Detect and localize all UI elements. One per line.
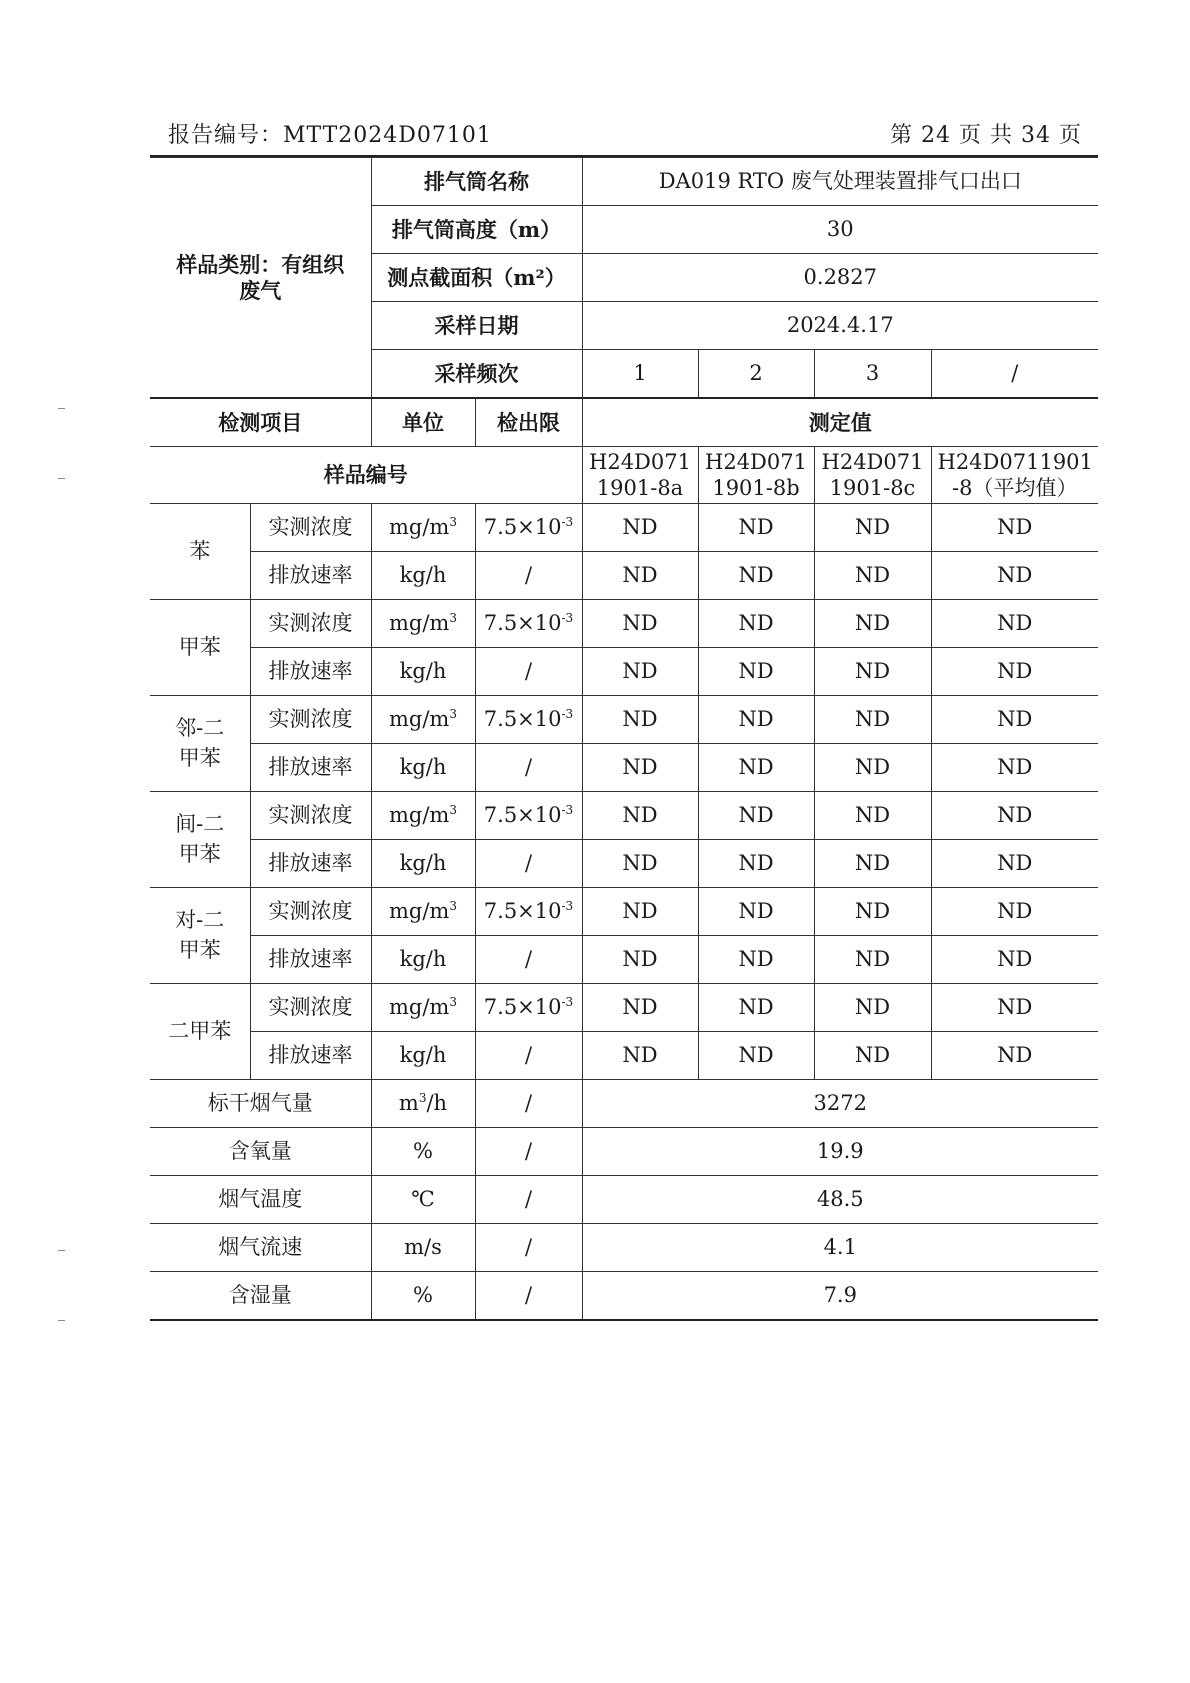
value-cell: ND (582, 792, 698, 840)
limit-text: 7.5×10 (483, 994, 562, 1019)
info-label: 测点截面积（m²） (371, 254, 582, 302)
value-cell: ND (931, 744, 1098, 792)
value-cell: ND (814, 744, 931, 792)
scan-mark (58, 408, 65, 409)
info-value: DA019 RTO 废气处理装置排气口出口 (582, 158, 1098, 206)
limit-cell: / (475, 648, 582, 696)
pollutant-name: 间-二甲苯 (150, 792, 250, 888)
header-unit: 单位 (371, 398, 475, 447)
superscript: 3 (449, 706, 457, 721)
metric-label: 排放速率 (250, 648, 371, 696)
value-cell: ND (698, 840, 814, 888)
value-cell: ND (698, 888, 814, 936)
value-cell: ND (698, 600, 814, 648)
value-cell: ND (814, 696, 931, 744)
limit-text: 7.5×10 (483, 514, 562, 539)
value-cell: ND (931, 984, 1098, 1032)
value-cell: ND (814, 600, 931, 648)
unit-cell: kg/h (371, 840, 475, 888)
unit-cell (371, 984, 475, 1032)
value-cell: ND (698, 648, 814, 696)
unit-cell (371, 504, 475, 552)
limit-cell (475, 888, 582, 936)
unit-cell: kg/h (371, 744, 475, 792)
value-cell: ND (698, 984, 814, 1032)
param-value: 19.9 (582, 1128, 1098, 1176)
sample-category: 样品类别：有组织废气 (150, 158, 371, 399)
unit-text: mg/m (389, 898, 450, 923)
superscript: 3 (449, 802, 457, 817)
unit-text: m/s (404, 1234, 442, 1259)
pollutant-name: 苯 (150, 504, 250, 600)
limit-cell: / (475, 840, 582, 888)
limit-cell (475, 792, 582, 840)
unit-cell (371, 696, 475, 744)
freq-cell: / (931, 350, 1098, 399)
superscript: 3 (449, 610, 457, 625)
unit-tail: /h (426, 1090, 448, 1115)
limit-cell: / (475, 744, 582, 792)
value-cell: ND (698, 504, 814, 552)
metric-label: 排放速率 (250, 936, 371, 984)
sample-no: H24D071 1901-8c (814, 447, 931, 504)
limit-text: 7.5×10 (483, 802, 562, 827)
header-item: 检测项目 (150, 398, 371, 447)
value-cell: ND (931, 936, 1098, 984)
superscript: 3 (449, 994, 457, 1009)
info-value: 30 (582, 206, 1098, 254)
value-cell: ND (582, 936, 698, 984)
value-cell: ND (814, 888, 931, 936)
freq-label: 采样频次 (371, 350, 582, 399)
sample-no: H24D071 1901-8b (698, 447, 814, 504)
param-value: 48.5 (582, 1176, 1098, 1224)
limit-cell: / (475, 552, 582, 600)
scan-mark (58, 1250, 65, 1251)
unit-cell (371, 1224, 475, 1272)
value-cell: ND (931, 840, 1098, 888)
param-label: 标干烟气量 (150, 1080, 371, 1128)
metric-label: 实测浓度 (250, 984, 371, 1032)
metric-label: 排放速率 (250, 744, 371, 792)
value-cell: ND (582, 504, 698, 552)
info-value: 2024.4.17 (582, 302, 1098, 350)
scan-mark (58, 478, 65, 479)
param-value: 3272 (582, 1080, 1098, 1128)
value-cell: ND (931, 888, 1098, 936)
limit-cell: / (475, 936, 582, 984)
unit-text: % (413, 1138, 433, 1163)
limit-cell (475, 696, 582, 744)
value-cell: ND (814, 936, 931, 984)
pollutant-name: 二甲苯 (150, 984, 250, 1080)
superscript: -3 (561, 706, 574, 721)
limit-cell: / (475, 1224, 582, 1272)
param-value: 4.1 (582, 1224, 1098, 1272)
value-cell: ND (814, 504, 931, 552)
page-indicator: 第 24 页 共 34 页 (890, 123, 1082, 148)
monitoring-table (150, 157, 1098, 1321)
metric-label: 实测浓度 (250, 600, 371, 648)
value-cell: ND (814, 552, 931, 600)
value-cell: ND (698, 792, 814, 840)
unit-text: mg/m (389, 994, 450, 1019)
freq-cell: 2 (698, 350, 814, 399)
unit-cell (371, 1272, 475, 1321)
limit-text: 7.5×10 (483, 610, 562, 635)
pollutant-name: 邻-二甲苯 (150, 696, 250, 792)
unit-text: mg/m (389, 802, 450, 827)
header-measured: 测定值 (582, 398, 1098, 447)
param-label: 含氧量 (150, 1128, 371, 1176)
unit-text: % (413, 1282, 433, 1307)
value-cell: ND (698, 1032, 814, 1080)
limit-cell: / (475, 1080, 582, 1128)
value-cell: ND (931, 504, 1098, 552)
limit-cell: / (475, 1176, 582, 1224)
superscript: -3 (561, 994, 574, 1009)
unit-text: m (398, 1090, 419, 1115)
report-number: 报告编号：MTT2024D07101 (168, 123, 492, 148)
header-limit: 检出限 (475, 398, 582, 447)
value-cell: ND (582, 984, 698, 1032)
value-cell: ND (814, 984, 931, 1032)
metric-label: 排放速率 (250, 1032, 371, 1080)
param-label: 烟气流速 (150, 1224, 371, 1272)
value-cell: ND (931, 696, 1098, 744)
unit-cell (371, 600, 475, 648)
value-cell: ND (582, 552, 698, 600)
value-cell: ND (698, 936, 814, 984)
limit-cell (475, 984, 582, 1032)
unit-cell (371, 792, 475, 840)
pollutant-name: 甲苯 (150, 600, 250, 696)
value-cell: ND (931, 552, 1098, 600)
value-cell: ND (582, 600, 698, 648)
info-value: 0.2827 (582, 254, 1098, 302)
unit-text: ℃ (411, 1186, 435, 1211)
value-cell: ND (931, 600, 1098, 648)
unit-cell (371, 888, 475, 936)
limit-cell (475, 504, 582, 552)
value-cell: ND (814, 648, 931, 696)
limit-cell (475, 600, 582, 648)
value-cell: ND (931, 1032, 1098, 1080)
unit-text: mg/m (389, 514, 450, 539)
scan-mark (58, 1320, 65, 1321)
unit-cell: kg/h (371, 936, 475, 984)
value-cell: ND (582, 840, 698, 888)
metric-label: 实测浓度 (250, 696, 371, 744)
superscript: -3 (561, 898, 574, 913)
value-cell: ND (582, 648, 698, 696)
value-cell: ND (814, 792, 931, 840)
value-cell: ND (814, 840, 931, 888)
metric-label: 排放速率 (250, 552, 371, 600)
limit-cell: / (475, 1272, 582, 1321)
limit-text: 7.5×10 (483, 706, 562, 731)
value-cell: ND (582, 888, 698, 936)
value-cell: ND (582, 1032, 698, 1080)
superscript: 3 (449, 898, 457, 913)
value-cell: ND (582, 696, 698, 744)
limit-cell: / (475, 1128, 582, 1176)
info-label: 排气筒名称 (371, 158, 582, 206)
info-label: 采样日期 (371, 302, 582, 350)
freq-cell: 3 (814, 350, 931, 399)
sample-no: H24D0711901 -8（平均值） (931, 447, 1098, 504)
unit-cell (371, 1128, 475, 1176)
metric-label: 实测浓度 (250, 504, 371, 552)
sample-no: H24D071 1901-8a (582, 447, 698, 504)
param-label: 烟气温度 (150, 1176, 371, 1224)
value-cell: ND (582, 744, 698, 792)
superscript: -3 (561, 514, 574, 529)
superscript: 3 (449, 514, 457, 529)
superscript: -3 (561, 610, 574, 625)
param-label: 含湿量 (150, 1272, 371, 1321)
value-cell: ND (698, 696, 814, 744)
value-cell: ND (814, 1032, 931, 1080)
superscript: -3 (561, 802, 574, 817)
limit-text: 7.5×10 (483, 898, 562, 923)
unit-text: mg/m (389, 610, 450, 635)
unit-cell: kg/h (371, 1032, 475, 1080)
sample-no-label: 样品编号 (150, 447, 582, 504)
metric-label: 实测浓度 (250, 888, 371, 936)
value-cell: ND (698, 744, 814, 792)
value-cell: ND (931, 792, 1098, 840)
unit-cell: kg/h (371, 648, 475, 696)
limit-cell: / (475, 1032, 582, 1080)
pollutant-name: 对-二甲苯 (150, 888, 250, 984)
unit-cell: kg/h (371, 552, 475, 600)
unit-text: mg/m (389, 706, 450, 731)
value-cell: ND (698, 552, 814, 600)
superscript: 3 (418, 1090, 427, 1105)
freq-cell: 1 (582, 350, 698, 399)
value-cell: ND (931, 648, 1098, 696)
param-value: 7.9 (582, 1272, 1098, 1321)
unit-cell (371, 1080, 475, 1128)
unit-cell (371, 1176, 475, 1224)
info-label: 排气筒高度（m） (371, 206, 582, 254)
metric-label: 实测浓度 (250, 792, 371, 840)
metric-label: 排放速率 (250, 840, 371, 888)
